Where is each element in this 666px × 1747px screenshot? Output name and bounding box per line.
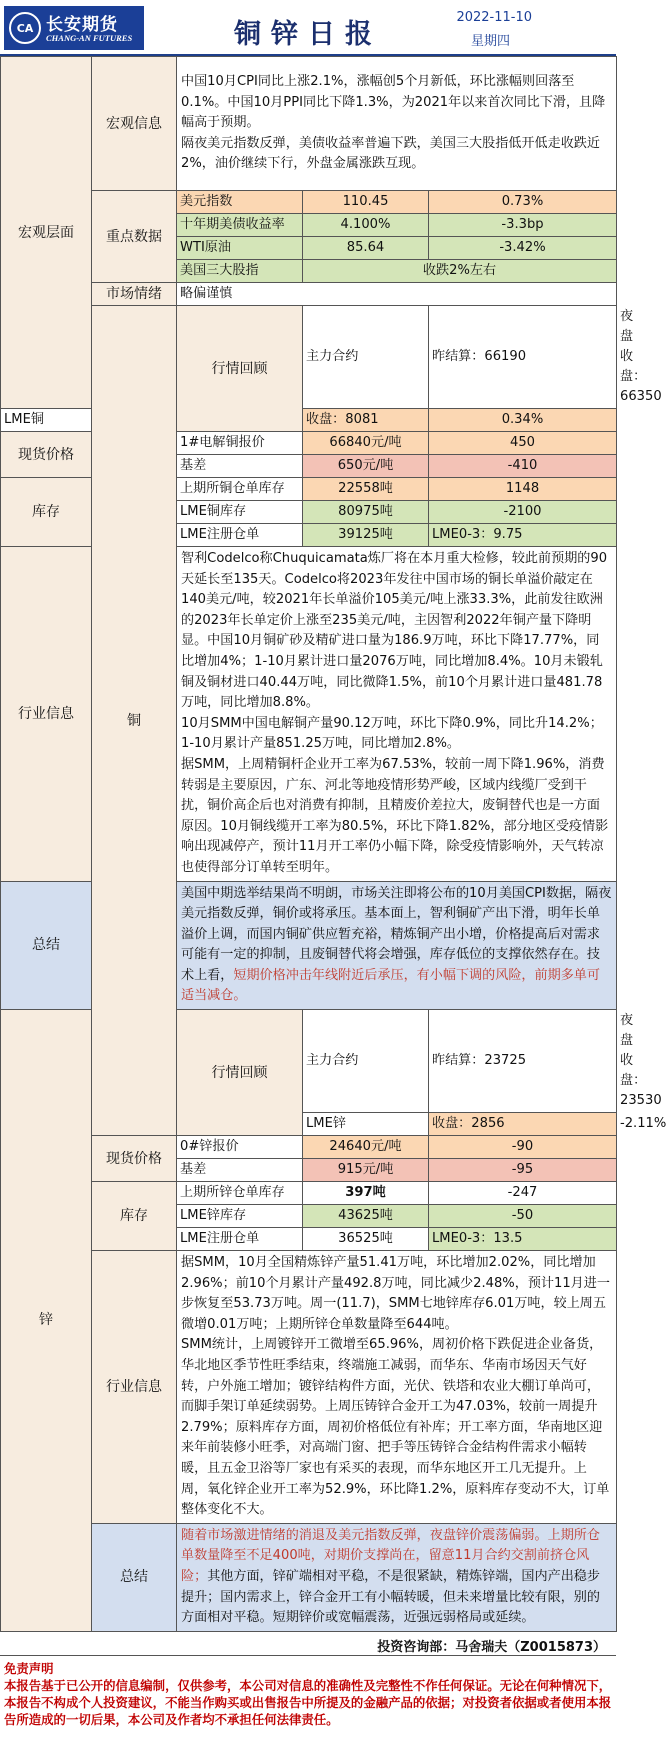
copper-industry-p3: 据SMM，上周精铜杆企业开工率为67.53%，较前一周下降1.96%，消费转弱是主要原因，广东、河北等地疫情形势严峻，区域内线缆厂受到干扰，铜价高企后也对消费有抑制，且精废价差拉大，废铜替代也是一方面原因。10月铜线缆开工率为80.5%，环比下降1.82%，部分地区受疫情影响出现减停产，预计11月开工率仍小幅下降，除受疫情影响外，天气转凉也使得部分订单转至明年。	[181, 756, 609, 875]
stock-row-name: LME注册仓单	[177, 524, 303, 547]
stock-row-b: -247	[429, 1182, 617, 1205]
review-row-b: 0.34%	[429, 409, 617, 432]
disclaimer	[0, 1656, 616, 1732]
stock-row-b: -50	[429, 1205, 617, 1228]
stock-row-a: 22558吨	[303, 478, 429, 501]
copper-summary-body: 美国中期选举结果尚不明朗，市场关注即将公布的10月美国CPI数据，隔夜美元指数反弹，铜价或将承压。基本面上，智利铜矿产出下滑，明年长单溢价上调，而国内铜矿供应暂充裕，精炼铜产出小增，价格提高后对需求可能有一定的抑制，且废铜替代将会增强，库存低位的支撑依然存在。技术上看，	[181, 885, 612, 983]
stock-row-name: LME铜库存	[177, 501, 303, 524]
macro-info-label: 宏观信息	[92, 57, 177, 191]
key-row-change: 0.73%	[429, 191, 617, 214]
review-row-name: LME锌	[303, 1113, 429, 1136]
key-row-change: -3.42%	[429, 237, 617, 260]
review-row-a: 收盘：2856	[429, 1113, 617, 1136]
section-macro: 宏观层面	[1, 57, 92, 409]
macro-info-p1: 中国10月CPI同比上涨2.1%，涨幅创5个月新低，环比涨幅则回落至0.1%。中国10月PPI同比下降1.3%，为2021年以来首次同比下滑，且降幅高于预期。	[181, 74, 606, 131]
spot-row-b: -95	[429, 1159, 617, 1182]
logo-text-cn: 长安期货	[46, 15, 118, 35]
review-row-name: LME铜	[1, 409, 92, 432]
copper-review-label: 行情回顾	[177, 306, 303, 432]
stock-row-name: 上期所锌仓单库存	[177, 1182, 303, 1205]
spot-row-name: 基差	[177, 455, 303, 478]
section-zinc: 锌	[1, 1010, 92, 1632]
copper-industry-p2: 10月SMM中国电解铜产量90.12万吨，环比下降0.9%，同比升14.2%；1-10月累计产量851.25万吨，同比增加2.8%。	[181, 715, 603, 752]
spot-row-name: 1#电解铜报价	[177, 432, 303, 455]
disclaimer-title: 免责声明	[4, 1660, 54, 1676]
copper-spot-label: 现货价格	[1, 432, 92, 478]
key-row-value: 85.64	[303, 237, 429, 260]
logo-emblem-icon: CA	[9, 12, 41, 44]
key-row-name: 十年期美债收益率	[177, 214, 303, 237]
stock-row-b: -2100	[429, 501, 617, 524]
copper-stock-label: 库存	[1, 478, 92, 547]
logo-text-en: CHANG-AN FUTURES	[46, 33, 133, 43]
review-row-name: 主力合约	[303, 1010, 429, 1113]
spot-row-a: 66840元/吨	[303, 432, 429, 455]
stock-row-b: LME0-3：9.75	[429, 524, 617, 547]
zinc-summary-highlight: 随着市场激进情绪的消退及美元指数反弹，夜盘锌价震荡偏弱。上期所仓单数量降至不足400吨，对期价支撑尚在，留意11月合约交割前挤仓风险；	[181, 1527, 600, 1584]
macro-key-label: 重点数据	[92, 191, 177, 283]
review-row-a: 昨结算：66190	[429, 306, 617, 409]
review-row-a: 收盘：8081	[303, 409, 429, 432]
key-row-value: 4.100%	[303, 214, 429, 237]
macro-mood-value: 略偏谨慎	[177, 283, 617, 306]
stock-row-b: 1148	[429, 478, 617, 501]
zinc-stock-label: 库存	[92, 1182, 177, 1251]
zinc-summary-label: 总结	[92, 1523, 177, 1631]
key-row-name: 美国三大股指	[177, 260, 303, 283]
report-date: 2022-11-10	[456, 10, 532, 25]
zinc-industry-text	[177, 1251, 617, 1524]
spot-row-b: -410	[429, 455, 617, 478]
copper-summary-text	[177, 881, 617, 1010]
key-row-name: 美元指数	[177, 191, 303, 214]
copper-summary-highlight: 短期价格冲击年线附近后承压，有小幅下调的风险，前期多单可适当减仓。	[181, 967, 600, 1004]
report-header	[0, 0, 616, 56]
key-row-change: -3.3bp	[429, 214, 617, 237]
copper-industry-label: 行业信息	[1, 547, 92, 882]
spot-row-name: 0#锌报价	[177, 1136, 303, 1159]
macro-info-text	[177, 57, 617, 191]
stock-row-name: 上期所铜仓单库存	[177, 478, 303, 501]
zinc-industry-label: 行业信息	[92, 1251, 177, 1524]
zinc-review-label: 行情回顾	[177, 1010, 303, 1136]
report-title: 铜锌日报	[234, 19, 382, 50]
key-row-value: 110.45	[303, 191, 429, 214]
consultant-line: 投资咨询部：马舍瑞夫（Z0015873）	[0, 1632, 616, 1656]
macro-mood-label: 市场情绪	[92, 283, 177, 306]
disclaimer-text: 本报告基于已公开的信息编制，仅供参考，本公司对信息的准确性及完整性不作任何保证。无论在何种情况下，本报告不构成个人投资建议，不能当作购买或出售报告中所提及的金融产品的依据；对投资者依据或者使用本报告所造成的一切后果，本公司及作者均不承担任何法律责任。	[4, 1677, 612, 1727]
stock-row-a: 397吨	[303, 1182, 429, 1205]
copper-industry-text	[177, 547, 617, 882]
zinc-summary-body: 其他方面，锌矿端相对平稳，不是很紧缺，精炼锌端，国内产出稳步提升；国内需求上，锌合金开工有小幅转暖，但未来增量比较有限，别的方面相对平稳。短期锌价或宽幅震荡，近强远弱格局或延续。	[181, 1568, 600, 1626]
spot-row-name: 基差	[177, 1159, 303, 1182]
copper-industry-p1: 智利Codelco称Chuquicamata炼厂将在本月重大检修，较此前预期的90天延长至135天。Codelco将2023年发往中国市场的铜长单溢价敲定在140美元/吨，较2021年长单溢价105美元/吨上涨33.3%，此前发往欧洲的2023年长单定价上涨至235美元/吨，主因智利2022年铜产量下降明显。中国10月铜矿砂及精矿进口量为186.9万吨，环比下降17.77%，同比增加4%；1-10月累计进口量2076万吨，同比增加8.4%。10月未锻轧铜及铜材进口40.44万吨，同比微降1.5%，前10个月累计进口量481.78万吨，同比增加8.8%。	[181, 551, 608, 711]
spot-row-a: 650元/吨	[303, 455, 429, 478]
spot-row-a: 915元/吨	[303, 1159, 429, 1182]
review-row-a: 昨结算：23725	[429, 1010, 617, 1113]
stock-row-a: 43625吨	[303, 1205, 429, 1228]
stock-row-b: LME0-3：13.5	[429, 1228, 617, 1251]
stock-row-name: LME锌库存	[177, 1205, 303, 1228]
copper-summary-label: 总结	[1, 881, 92, 1010]
zinc-summary-text	[177, 1523, 617, 1631]
stock-row-a: 36525吨	[303, 1228, 429, 1251]
spot-row-b: -90	[429, 1136, 617, 1159]
spot-row-a: 24640元/吨	[303, 1136, 429, 1159]
review-row-name: 主力合约	[303, 306, 429, 409]
report-table: 宏观层面 宏观信息 中国10月CPI同比上涨2.1%，涨幅创5个月新低，环比涨幅则回落至0.1%。中国10月PPI同比下降1.3%，为2021年以来首次同比下滑，且降幅高于预期。 隔夜美元指数反弹，美债收益率普遍下跌，美国三大股指低开低走收跌近2%，油价继续下行，外盘金属涨跌互现。 重点数据 美元指数 110.45 0.73% 十年期美债收益率 4.100% -3.3bp WTI原油 85.64 -3.42% 美国三大股指 收跌2%左右 市场情绪 略偏谨慎 铜 行情回顾 主力合约 昨结算：66190 夜盘收盘：66350 LME铜 收盘：8081 0.34% 现货价格 1#电解铜报价 66840元/吨 450 基差 650元/吨 -410 库存 上期所铜仓单库存 22558吨 1148 LME铜库存 80975吨 -2100 LME注册仓单 39125吨 LME0-3：9.75 行业信息 智利Codelco称Chuquicamata炼厂将在本月重大检修，较此前预期的90天延长至135天。Codelco将2023年发往中国市场的铜长单溢价敲定在140美元/吨，较2021年长单溢价105美元/吨上涨33.3%，此前发往欧洲的2023年长单定价上涨至235美元/吨，主因智利2022年铜产量下降明显。中国10月铜矿砂及精矿进口量为186.9万吨，环比下降17.77%，同比增加4%；1-10月累计进口量2076万吨，同比增加8.4%。10月未锻轧铜及铜材进口40.44万吨，同比微降1.5%，前10个月累计进口量481.78万吨，同比增加8.8%。 10月SMM中国电解铜产量90.12万吨，环比下降0.9%，同比升14.2%；1-10月累计产量851.25万吨，同比增加2.8%。 据SMM，上周精铜杆企业开工率为67.53%，较前一周下降1.96%，消费转弱是主要原因，广东、河北等地疫情形势严峻，区域内线缆厂受到干扰，铜价高企后也对消费有抑制，且精废价差拉大，废铜替代也是一方面原因。10月铜线缆开工率为80.5%，环比下降1.82%，部分地区受疫情影响出现减停产，预计11月开工率仍小幅下降，除受疫情影响外，天气转凉也使得部分订单转至明年。 总结 美国中期选举结果尚不明朗，市场关注即将公布的10月美国CPI数据，隔夜美元指数反弹，铜价或将承压。基本面上，智利铜矿产出下滑，明年长单溢价上调，而国内铜矿供应暂充裕，精炼铜产出小增，价格提高后对需求可能有一定的抑制，且废铜替代将会增强，库存低位的支撑依然存在。技术上看，短期价格冲击年线附近后承压，有小幅下调的风险，前期多单可适当减仓。 锌 行情回顾 主力合约 昨结算：23725 夜盘收盘：23530 LME锌 收盘：2856 -2.11% 现货价格 0#锌报价 24640元/吨 -90 基差 915元/吨 -95 库存 上期所锌仓单库存 397吨 -247 LME锌库存 43625吨 -50 LME注册仓单 36525吨 LME0-3：13.5 行业信息 据SMM，10月全国精炼锌产量51.41万吨，环比增加2.02%，同比增加2.96%；前10个月累计产量492.8万吨，同比减少2.48%，预计11月进一步恢复至53.73万吨。周一(11.7)，SMM七地锌库存6.01万吨，较上周五微增0.01万吨；上期所锌仓单数量降至644吨。 SMM统计，上周镀锌开工微增至65.96%，周初价格下跌促进企业备货，华北地区季节性旺季结束，终端施工减弱，而华东、华南市场因天气好转，户外施工增加；镀锌结构件方面，光伏、铁塔和农业大棚订单尚可，而脚手架订单延续弱势。上周压铸锌合金开工为47.03%，较前一周提升2.79%；原料库存方面，周初价格低位有补库；开工率方面，华南地区迎来年前装修小旺季，对高端门窗、把手等压铸锌合金结构件需求小幅转暖，且五金卫浴等厂家也有采买的表现，而华东地区开工几无提升。上周，氧化锌企业开工率为52.9%，环比降1.2%，原料库存变动不大，订单整体变化不大。 总结 随着市场激进情绪的消退及美元指数反弹，夜盘锌价震荡偏弱。上期所仓单数量降至不足400吨，对期价支撑尚在，留意11月合约交割前挤仓风险；其他方面，锌矿端相对平稳，不是很紧缺，精炼锌端，国内产出稳步提升；国内需求上，锌合金开工有小幅转暖，但未来增量比较有限，别的方面相对平稳。短期锌价或宽幅震荡，近强远弱格局或延续。	[0, 56, 617, 1632]
zinc-industry-p1: 据SMM，10月全国精炼锌产量51.41万吨，环比增加2.02%，同比增加2.96%；前10个月累计产量492.8万吨，同比减少2.48%，预计11月进一步恢复至53.73万吨。周一(11.7)，SMM七地锌库存6.01万吨，较上周五微增0.01万吨；上期所锌仓单数量降至644吨。	[181, 1255, 610, 1332]
macro-info-p2: 隔夜美元指数反弹，美债收益率普遍下跌，美国三大股指低开低走收跌近2%，油价继续下行，外盘金属涨跌互现。	[181, 135, 600, 172]
stock-row-name: LME注册仓单	[177, 1228, 303, 1251]
spot-row-b: 450	[429, 432, 617, 455]
report-weekday: 星期四	[470, 34, 510, 49]
zinc-spot-label: 现货价格	[92, 1136, 177, 1182]
section-copper: 铜	[92, 306, 177, 1136]
zinc-industry-p2: SMM统计，上周镀锌开工微增至65.96%，周初价格下跌促进企业备货，华北地区季节性旺季结束，终端施工减弱，而华东、华南市场因天气好转，户外施工增加；镀锌结构件方面，光伏、铁塔和农业大棚订单尚可，而脚手架订单延续弱势。上周压铸锌合金开工为47.03%，较前一周提升2.79%；原料库存方面，周初价格低位有补库；开工率方面，华南地区迎来年前装修小旺季，对高端门窗、把手等压铸锌合金结构件需求小幅转暖，且五金卫浴等厂家也有采买的表现，而华东地区开工几无提升。上周，氧化锌企业开工率为52.9%，环比降1.2%，原料库存变动不大，订单整体变化不大。	[181, 1337, 610, 1518]
key-row-value: 收跌2%左右	[303, 260, 617, 283]
stock-row-a: 39125吨	[303, 524, 429, 547]
key-row-name: WTI原油	[177, 237, 303, 260]
stock-row-a: 80975吨	[303, 501, 429, 524]
